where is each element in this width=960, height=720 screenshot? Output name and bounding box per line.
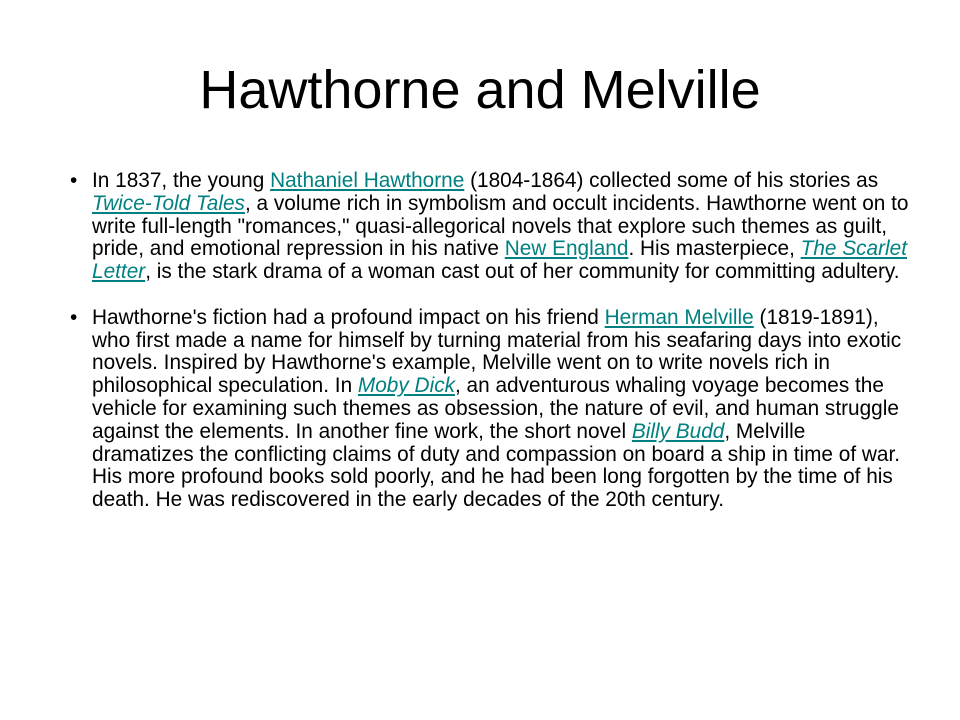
text-segment: , Melville dramatizes the conflicting claims of duty and compassion on board a ship in time of war. His more profound books sold poorly, and he had been long forgotten by the time of his death. He was rediscovered in the early decades of the 20th century.: [92, 419, 901, 512]
link-billy-budd[interactable]: Billy Budd: [631, 419, 725, 443]
link-the-scarlet-letter[interactable]: The Scarlet Letter: [92, 237, 907, 284]
bullet-dot: •: [70, 169, 78, 192]
text-segment: , a volume rich in symbolism and occult incidents. Hawthorne went on to write full-length "romances," quasi-allegorical novels that explore such themes as guilt, pride, and emotional repression in his native: [92, 191, 909, 261]
paragraph-hawthorne: [92, 170, 910, 284]
text-segment: Hawthorne's fiction had a profound impact on his friend: [92, 305, 605, 329]
link-twice-told-tales[interactable]: Twice-Told Tales: [92, 191, 245, 215]
text-segment: , an adventurous whaling voyage becomes the vehicle for examining such themes as obsession, the nature of evil, and human struggle against the elements. In another fine work, the short novel: [92, 374, 899, 443]
text-segment: . His masterpiece,: [628, 237, 801, 261]
link-new-england[interactable]: New England: [504, 237, 629, 261]
paragraph-melville: [92, 307, 910, 512]
text-segment: In 1837, the young: [92, 169, 271, 192]
text-segment: (1819-1891), who first made a name for himself by turning material from his seafaring days into exotic novels. Inspired by Hawthorne's example, Melville went on to write novels rich in philosophical speculation. In: [92, 305, 902, 398]
text-segment: , is the stark drama of a woman cast out of her community for committing adultery.: [145, 260, 900, 284]
link-herman-melville[interactable]: Herman Melville: [604, 305, 754, 329]
bullet-dot: •: [70, 305, 78, 329]
slide-title: Hawthorne and Melville: [199, 60, 761, 120]
bullet-item-hawthorne: [70, 170, 910, 284]
link-nathaniel-hawthorne[interactable]: Nathaniel Hawthorne: [270, 169, 465, 192]
bullet-item-melville: [70, 307, 910, 512]
text-segment: (1804-1864) collected some of his stories as: [464, 169, 879, 192]
bullet-list: [70, 170, 910, 518]
link-moby-dick[interactable]: Moby Dick: [357, 374, 455, 398]
